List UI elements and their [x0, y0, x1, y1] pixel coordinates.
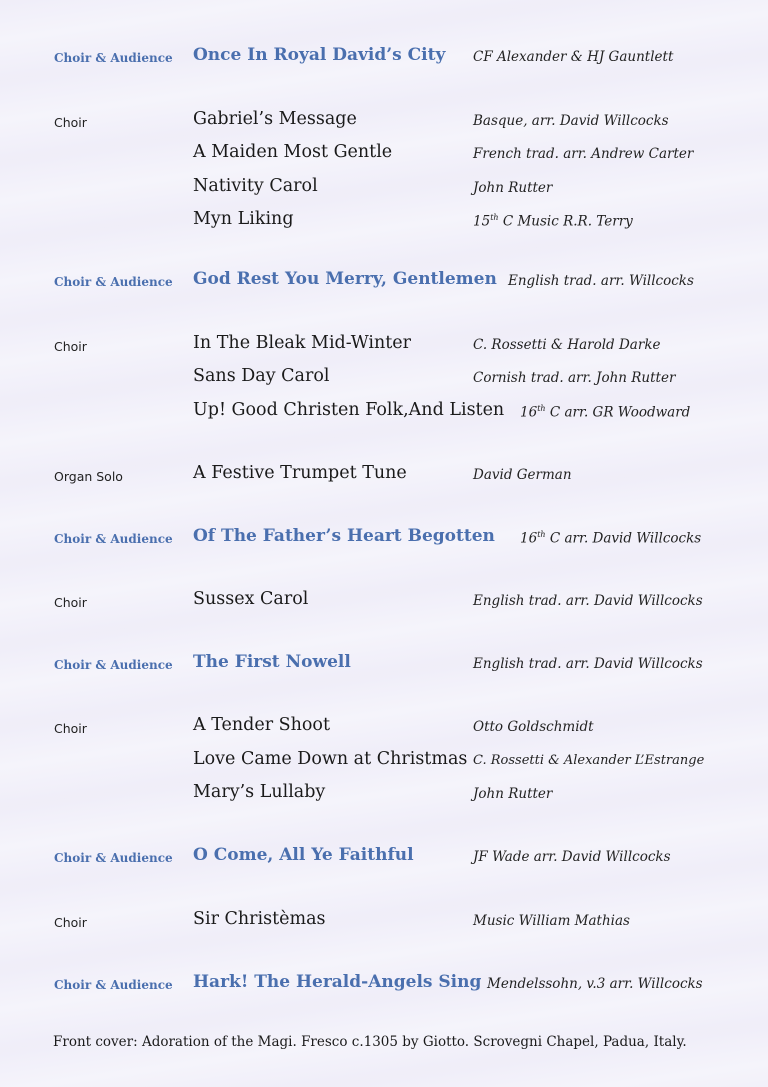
programme-row: [0, 587, 768, 617]
performer-label: Choir: [54, 915, 87, 930]
carol-title: Love Came Down at Christmas: [193, 749, 468, 769]
composer-century: 16: [520, 530, 538, 547]
performer-label: Choir & Audience: [54, 658, 173, 672]
composer-credit: Basque, arr. David Willcocks: [473, 113, 669, 129]
composer-credit: Music William Mathias: [473, 913, 630, 929]
carol-title: Sussex Carol: [193, 589, 309, 609]
programme-row: [0, 207, 768, 237]
composer-credit: Otto Goldschmidt: [473, 719, 594, 735]
ordinal-suffix: th: [537, 404, 546, 413]
cover-credit-note: Front cover: Adoration of the Magi. Fresco c.1305 by Giotto. Scrovegni Chapel, Padua, Italy.: [53, 1034, 687, 1050]
composer-name: C arr. GR Woodward: [545, 404, 691, 421]
performer-label: Choir: [54, 721, 87, 736]
carol-title: Of The Father’s Heart Begotten: [193, 526, 495, 546]
composer-credit: [520, 404, 690, 421]
performer-label: Choir & Audience: [54, 532, 173, 546]
carol-title: Once In Royal David’s City: [193, 45, 446, 65]
carol-title: Mary’s Lullaby: [193, 782, 326, 802]
programme-row: [0, 107, 768, 137]
programme-row: [0, 461, 768, 491]
programme-row: [0, 747, 768, 777]
programme-row: [0, 398, 768, 428]
ordinal-suffix: th: [490, 213, 499, 222]
composer-credit: [473, 213, 633, 230]
composer-name: C arr. David Willcocks: [545, 530, 702, 547]
carol-title: O Come, All Ye Faithful: [193, 845, 414, 865]
carol-title: Myn Liking: [193, 209, 294, 229]
composer-credit: John Rutter: [473, 786, 553, 802]
performer-label: Choir & Audience: [54, 978, 173, 992]
composer-credit: Cornish trad. arr. John Rutter: [473, 370, 676, 386]
programme-row: [0, 174, 768, 204]
carol-title: Up! Good Christen Folk,And Listen: [193, 400, 505, 420]
performer-label: Choir & Audience: [54, 851, 173, 865]
programme-row: [0, 43, 768, 73]
performer-label: Choir: [54, 115, 87, 130]
composer-credit: English trad. arr. David Willcocks: [473, 593, 703, 609]
ordinal-suffix: th: [537, 530, 546, 539]
programme-row: [0, 650, 768, 680]
carol-title: In The Bleak Mid-Winter: [193, 333, 411, 353]
composer-credit: David German: [473, 467, 572, 483]
performer-label: Choir: [54, 339, 87, 354]
carol-title: God Rest You Merry, Gentlemen: [193, 269, 497, 289]
composer-credit: Mendelssohn, v.3 arr. Willcocks: [487, 976, 703, 992]
performer-label: Choir: [54, 595, 87, 610]
carol-title: Nativity Carol: [193, 176, 318, 196]
programme-row: [0, 140, 768, 170]
performer-label: Choir & Audience: [54, 275, 173, 289]
performer-label: Choir & Audience: [54, 51, 173, 65]
composer-credit: CF Alexander & HJ Gauntlett: [473, 49, 674, 65]
programme-row: [0, 970, 768, 1000]
carol-title: A Maiden Most Gentle: [193, 142, 393, 162]
programme-row: [0, 713, 768, 743]
programme-row: [0, 907, 768, 937]
composer-credit: C. Rossetti & Harold Darke: [473, 337, 661, 353]
composer-credit: French trad. arr. Andrew Carter: [473, 146, 694, 162]
composer-credit: English trad. arr. Willcocks: [508, 273, 694, 289]
programme-row: [0, 267, 768, 297]
composer-century: 16: [520, 404, 538, 421]
carol-title: Gabriel’s Message: [193, 109, 357, 129]
performer-label: Organ Solo: [54, 469, 123, 484]
carol-title: The First Nowell: [193, 652, 351, 672]
carol-title: A Tender Shoot: [193, 715, 330, 735]
programme-row: [0, 780, 768, 810]
programme-row: [0, 843, 768, 873]
composer-credit: [520, 530, 701, 547]
composer-credit: English trad. arr. David Willcocks: [473, 656, 703, 672]
composer-name: C Music R.R. Terry: [498, 213, 633, 230]
carol-title: Sir Christèmas: [193, 909, 326, 929]
composer-credit: John Rutter: [473, 180, 553, 196]
programme-row: [0, 364, 768, 394]
programme-row: [0, 331, 768, 361]
carol-title: Sans Day Carol: [193, 366, 330, 386]
carol-title: A Festive Trumpet Tune: [193, 463, 407, 483]
composer-century: 15: [473, 213, 491, 230]
composer-credit: JF Wade arr. David Willcocks: [473, 849, 671, 865]
programme-row: [0, 524, 768, 554]
composer-credit: C. Rossetti & Alexander L’Estrange: [473, 753, 705, 768]
carol-title: Hark! The Herald-Angels Sing: [193, 972, 482, 992]
